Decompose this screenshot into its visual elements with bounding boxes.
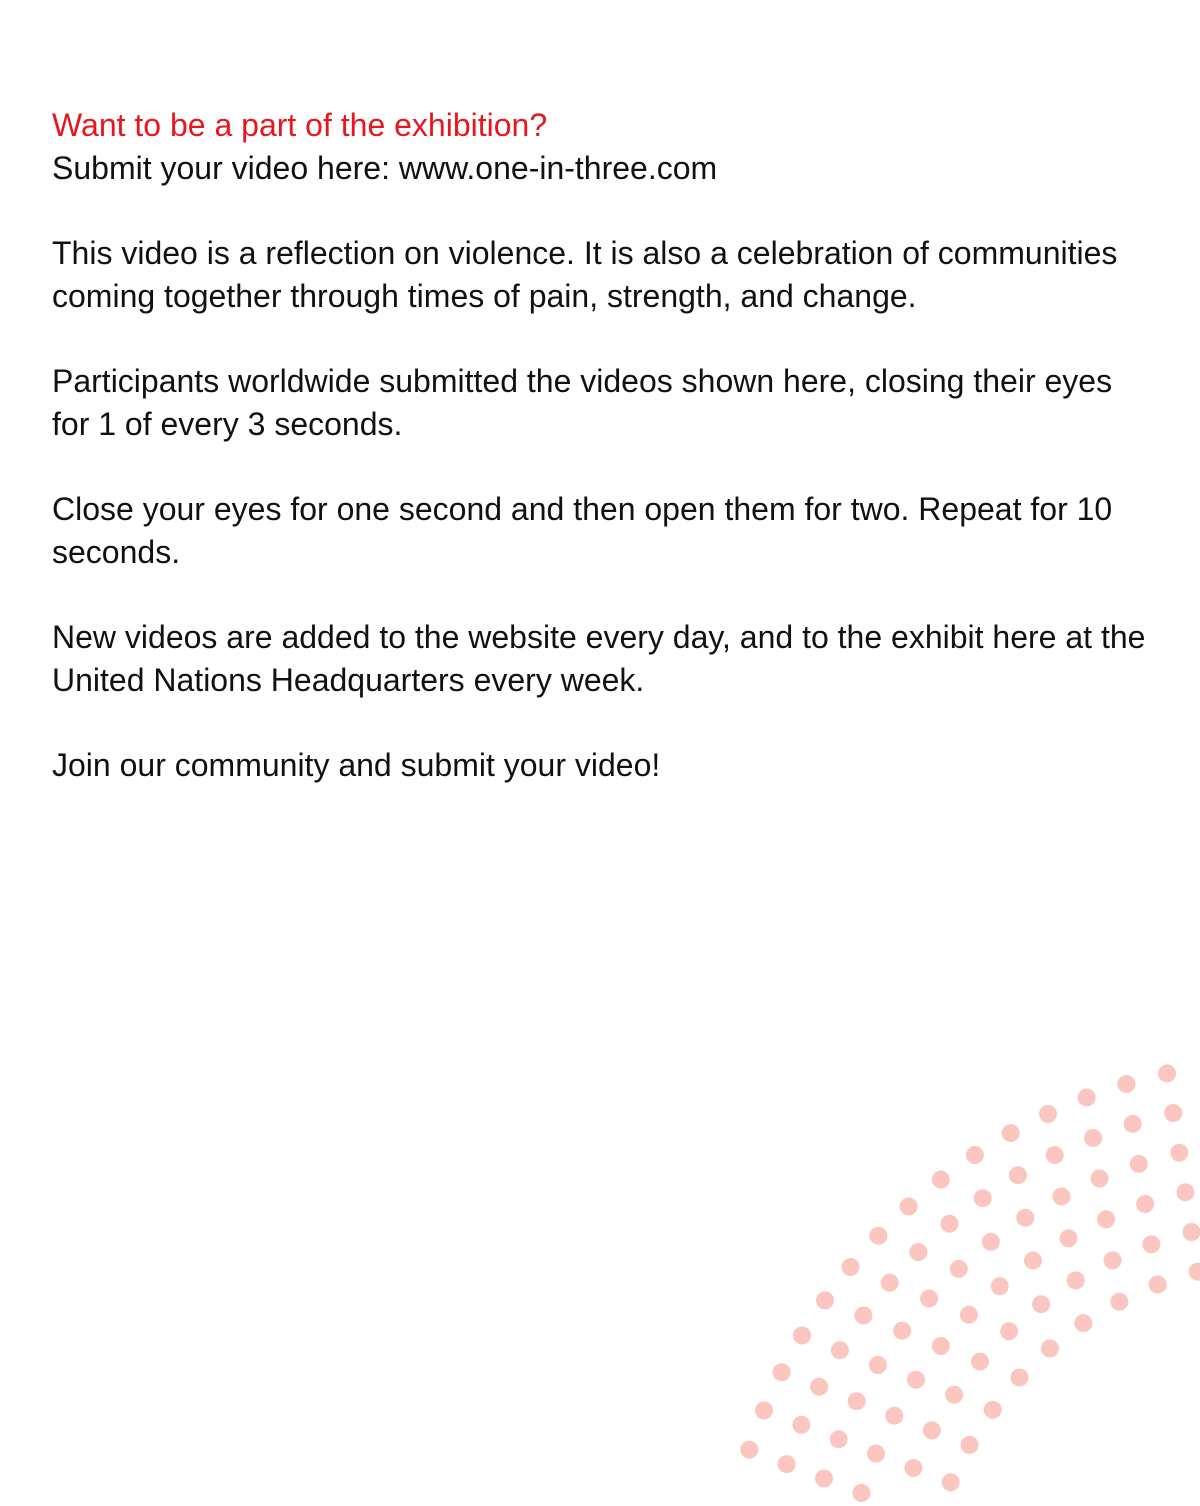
decor-dot <box>900 1197 918 1215</box>
paragraph-new-videos: New videos are added to the website every day, and to the exhibit here at the United Nations Headquarters every week. <box>52 619 1146 698</box>
decor-dot <box>867 1445 885 1463</box>
decor-dot <box>1097 1210 1115 1228</box>
decor-dot <box>852 1484 870 1502</box>
decor-dot <box>1039 1105 1057 1123</box>
decor-dot <box>1149 1276 1167 1294</box>
decor-dot <box>1078 1089 1096 1107</box>
decor-dot <box>1130 1155 1148 1173</box>
decor-dot <box>991 1277 1009 1295</box>
decor-dot <box>932 1337 950 1355</box>
decor-dot <box>1084 1129 1102 1147</box>
decor-dot <box>1011 1369 1029 1387</box>
decor-dot <box>974 1189 992 1207</box>
decor-dot <box>773 1363 791 1381</box>
decor-dot <box>740 1441 758 1459</box>
decor-dot <box>1183 1223 1200 1241</box>
decor-dot <box>755 1401 773 1419</box>
decor-dot <box>923 1421 941 1439</box>
decor-dot <box>1024 1252 1042 1270</box>
decor-dot <box>982 1233 1000 1251</box>
decor-dot <box>830 1430 848 1448</box>
exhibition-headline: Want to be a part of the exhibition? <box>52 107 548 143</box>
decor-dot <box>1009 1166 1027 1184</box>
decor-dot <box>1164 1104 1182 1122</box>
decor-dot <box>1000 1322 1018 1340</box>
decor-dot <box>1136 1195 1154 1213</box>
decor-dot <box>1002 1124 1020 1142</box>
decor-dot <box>1091 1170 1109 1188</box>
decor-dot <box>1104 1251 1122 1269</box>
submit-video-line: Submit your video here: www.one-in-three.com <box>52 150 718 186</box>
decor-dot <box>1074 1314 1092 1332</box>
decor-dot <box>842 1258 860 1276</box>
decor-dot <box>815 1470 833 1488</box>
decor-dot <box>848 1392 866 1410</box>
decor-dot <box>1032 1295 1050 1313</box>
decor-dot <box>941 1215 959 1233</box>
decor-dot <box>971 1353 989 1371</box>
decor-dot <box>869 1227 887 1245</box>
decor-dot <box>893 1322 911 1340</box>
decor-dot <box>792 1416 810 1434</box>
decor-dot <box>869 1356 887 1374</box>
decor-dot <box>881 1274 899 1292</box>
decor-dot <box>1189 1263 1200 1281</box>
decor-dot <box>907 1371 925 1389</box>
decor-dot <box>966 1146 984 1164</box>
decor-dot <box>1117 1075 1135 1093</box>
decor-dot <box>1124 1115 1142 1133</box>
decor-dot <box>945 1386 963 1404</box>
decor-dot <box>960 1306 978 1324</box>
decor-dot <box>1158 1064 1176 1082</box>
decor-dot <box>1170 1144 1188 1162</box>
decor-dot <box>778 1455 796 1473</box>
decor-dot <box>920 1290 938 1308</box>
decor-dot <box>932 1171 950 1189</box>
decor-dot <box>961 1436 979 1454</box>
decor-dot <box>942 1473 960 1491</box>
decor-dot <box>831 1341 849 1359</box>
intro-block <box>52 104 1152 190</box>
decor-dot <box>1016 1209 1034 1227</box>
decor-dot <box>885 1407 903 1425</box>
decor-dot <box>950 1260 968 1278</box>
decor-dot <box>984 1401 1002 1419</box>
decor-dot <box>1067 1271 1085 1289</box>
paragraph-call-to-action: Join our community and submit your video! <box>52 747 661 783</box>
decor-dot <box>1060 1229 1078 1247</box>
paragraph-reflection: This video is a reflection on violence. It is also a celebration of communities coming together through times of pain, strength, and change. <box>52 235 1118 314</box>
decor-dot <box>793 1327 811 1345</box>
decor-dot <box>1041 1340 1059 1358</box>
decor-dot <box>1053 1188 1071 1206</box>
decor-dot <box>1046 1146 1064 1164</box>
decor-dot <box>909 1243 927 1261</box>
decor-dot <box>904 1459 922 1477</box>
decor-dot <box>816 1291 834 1309</box>
decor-dot <box>1176 1183 1194 1201</box>
decor-dot <box>1142 1235 1160 1253</box>
paragraph-instructions: Close your eyes for one second and then open them for two. Repeat for 10 seconds. <box>52 491 1113 570</box>
paragraph-participants: Participants worldwide submitted the videos shown here, closing their eyes for 1 of every 3 seconds. <box>52 363 1113 442</box>
decor-dot <box>1110 1293 1128 1311</box>
decor-dot <box>854 1307 872 1325</box>
info-panel <box>52 104 1152 829</box>
decor-dot <box>810 1378 828 1396</box>
